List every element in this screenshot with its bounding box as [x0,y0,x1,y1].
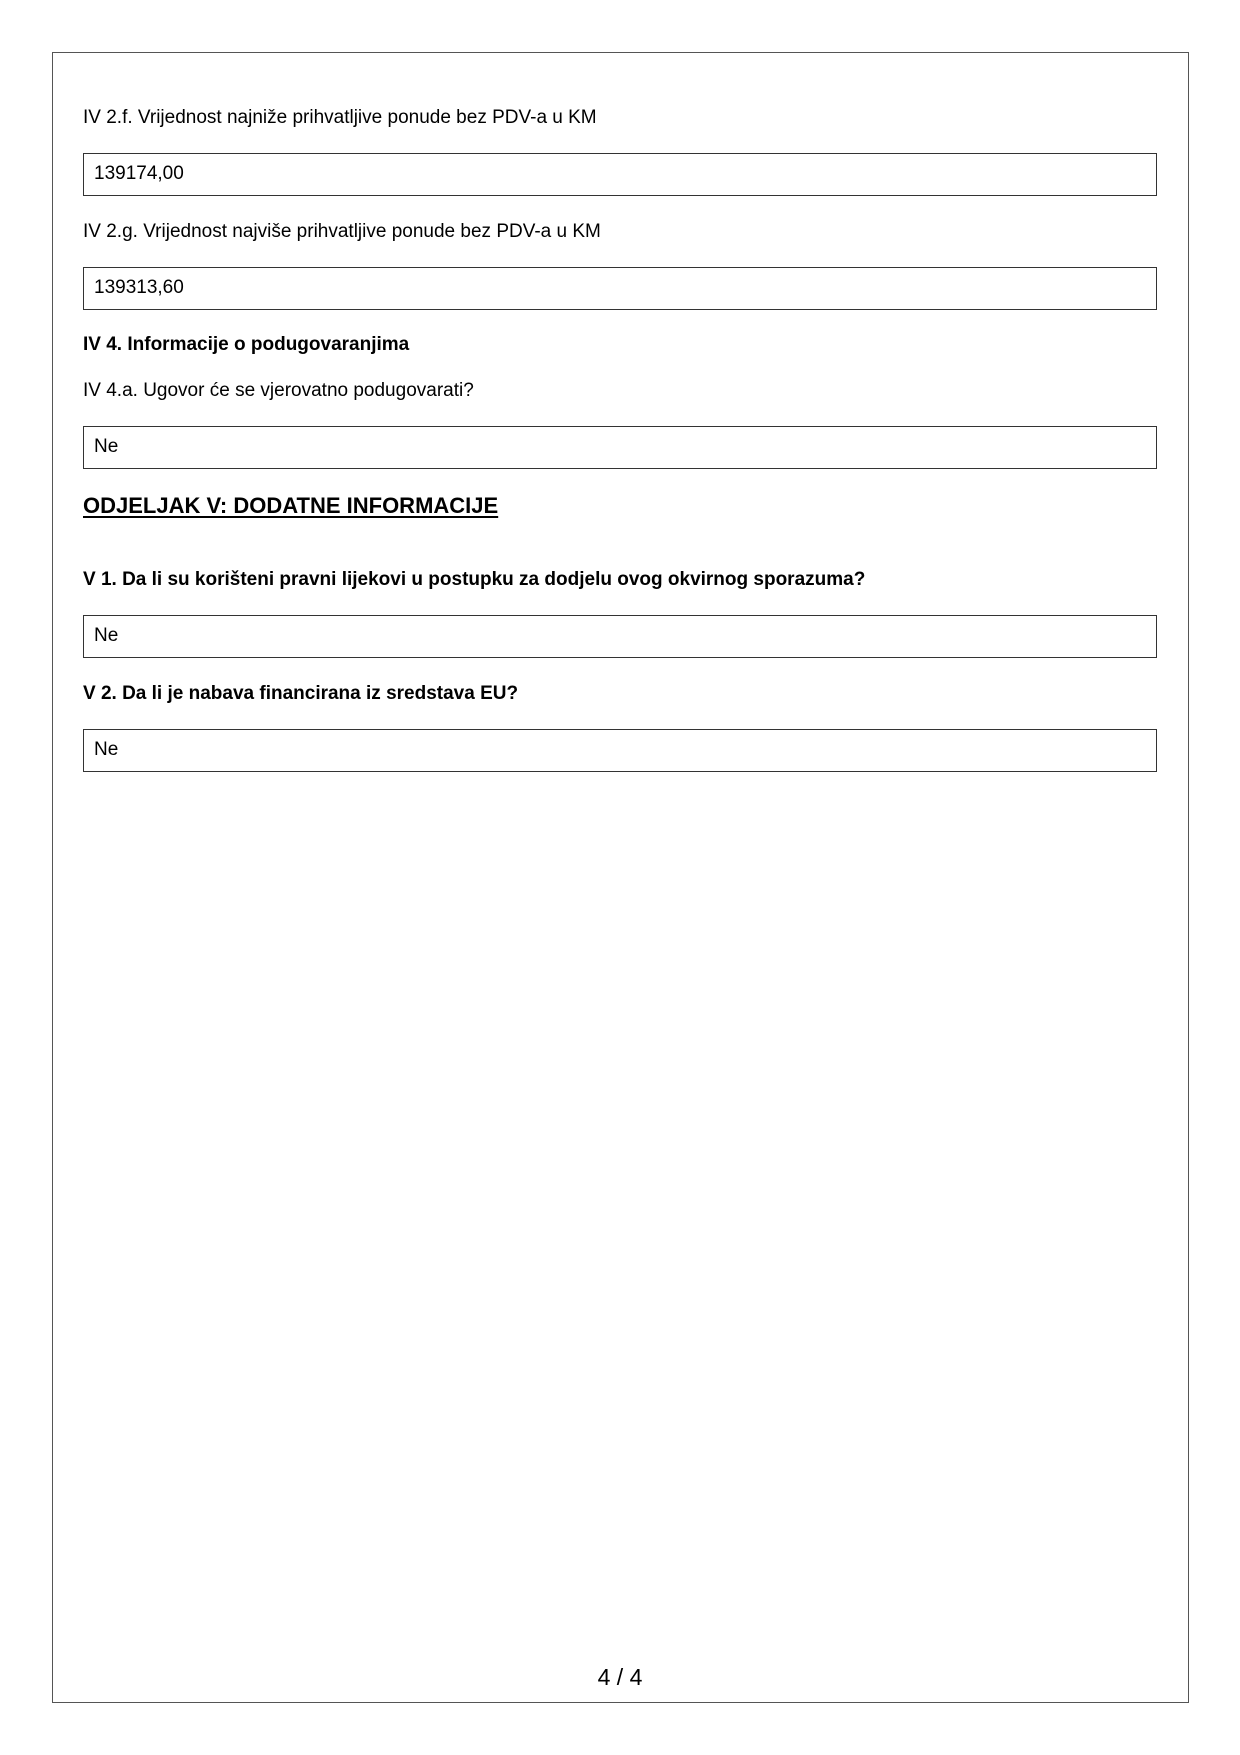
iv-4a-label: IV 4.a. Ugovor će se vjerovatno podugovarati? [83,380,474,401]
v-2-value-field: Ne [83,729,1157,772]
iv-4a-value-field: Ne [83,426,1157,469]
iv-2g-value-field: 139313,60 [83,267,1157,310]
page-number: 4 / 4 [597,1664,643,1690]
iv-4-heading: IV 4. Informacije o podugovaranjima [83,334,410,355]
v-1-value-field: Ne [83,615,1157,658]
iv-2g-label: IV 2.g. Vrijednost najviše prihvatljive ponude bez PDV-a u KM [83,221,601,242]
section-v-heading: ODJELJAK V: DODATNE INFORMACIJE [83,493,499,518]
iv-2f-label: IV 2.f. Vrijednost najniže prihvatljive ponude bez PDV-a u KM [83,107,597,128]
v-2-question: V 2. Da li je nabava financirana iz sredstava EU? [83,683,519,704]
v-1-question: V 1. Da li su korišteni pravni lijekovi u postupku za dodjelu ovog okvirnog sporazuma? [83,569,866,590]
iv-2f-value-field: 139174,00 [83,153,1157,196]
